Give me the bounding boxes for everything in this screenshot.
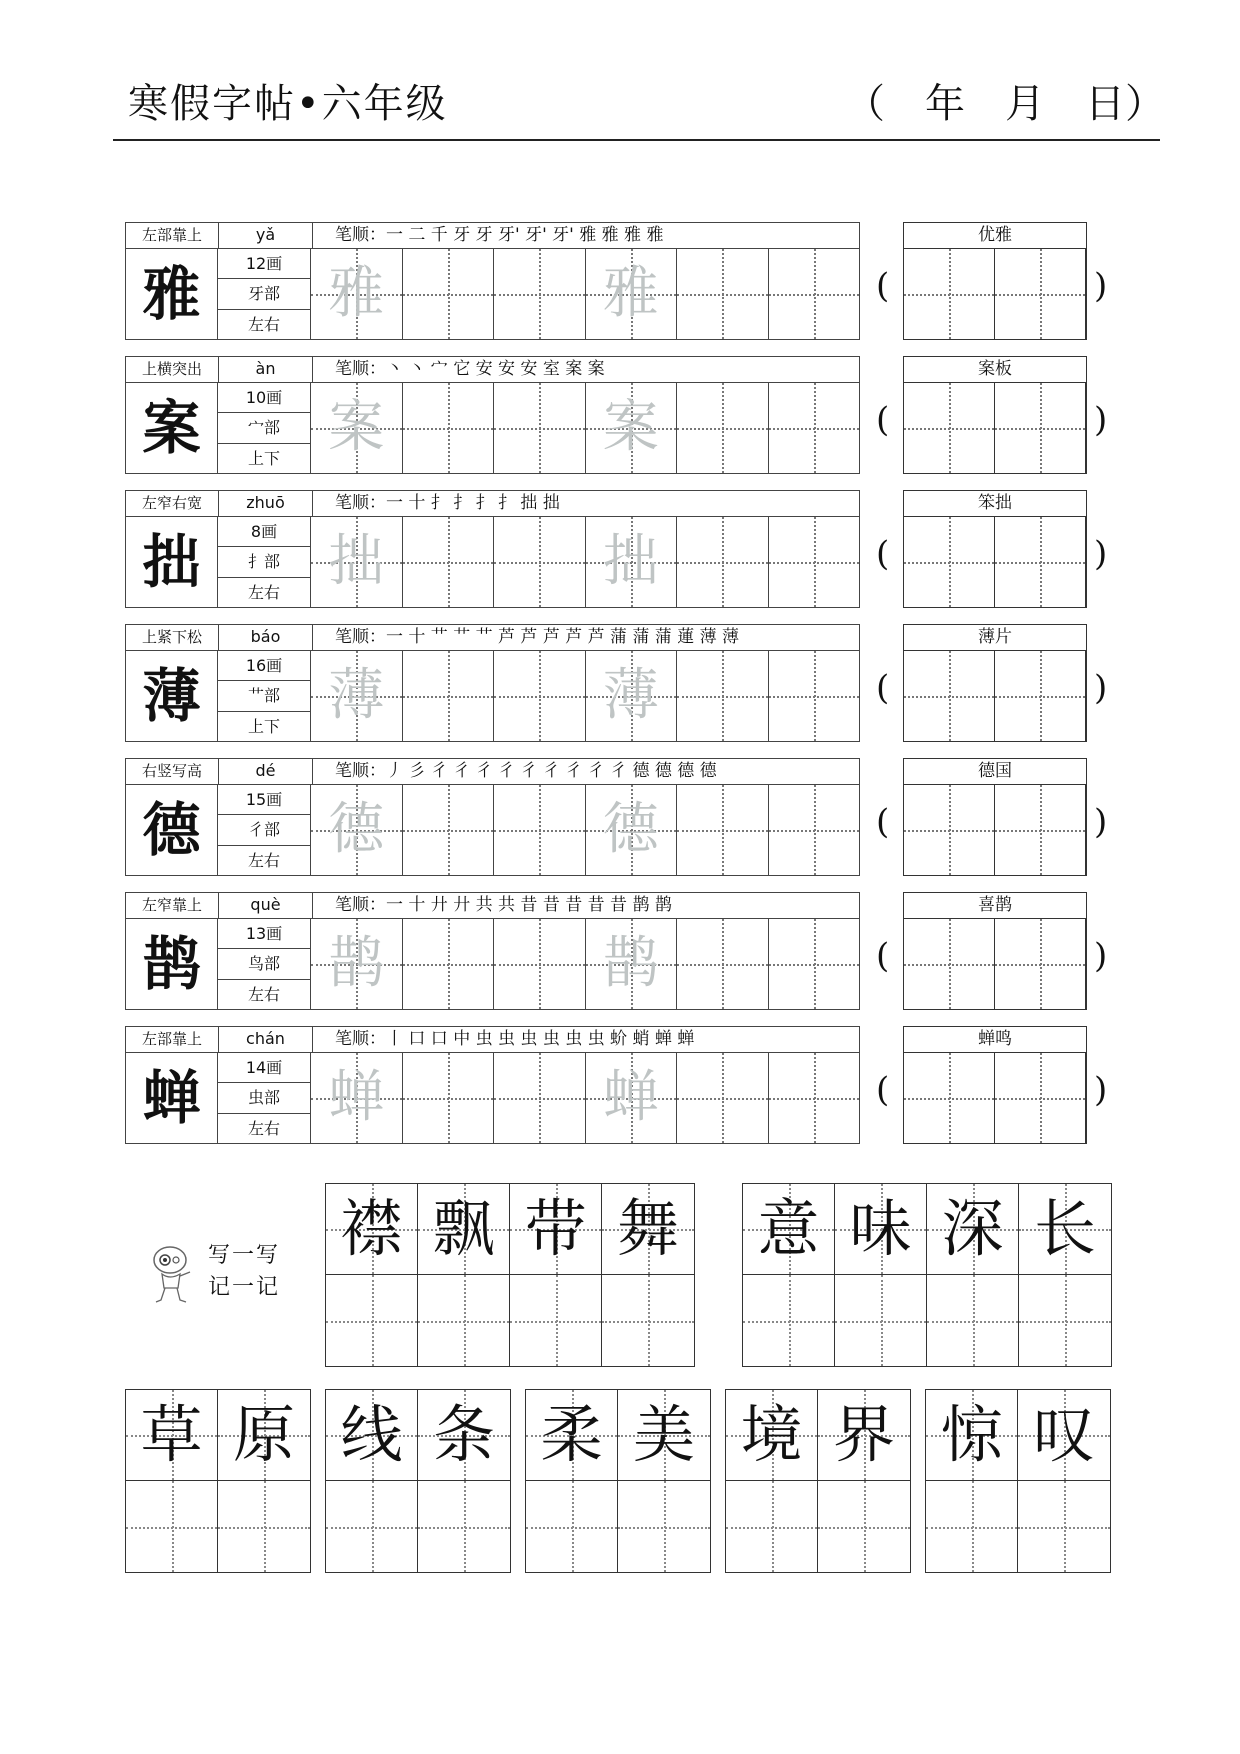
open-paren: ( xyxy=(876,936,890,976)
practice-cell[interactable] xyxy=(677,383,769,473)
trace-char: 蝉 xyxy=(328,1065,385,1130)
word-box xyxy=(903,892,1087,1010)
review-practice-cell[interactable] xyxy=(1018,1481,1110,1572)
practice-cell[interactable] xyxy=(311,249,403,339)
structure: 左右 xyxy=(247,1118,280,1138)
review-label-line2: 记一记 xyxy=(208,1275,281,1300)
word-practice-cell[interactable] xyxy=(904,517,995,607)
stroke-order xyxy=(313,759,859,784)
practice-cell[interactable] xyxy=(311,383,403,473)
pinyin: dé xyxy=(219,759,313,784)
practice-cells xyxy=(311,249,859,339)
model-word-cell xyxy=(926,1390,1018,1481)
trace-char: 德 xyxy=(328,797,385,862)
review-practice-cell[interactable] xyxy=(326,1481,418,1572)
practice-cell[interactable] xyxy=(677,249,769,339)
pinyin: zhuō xyxy=(219,491,313,516)
practice-cell[interactable] xyxy=(586,517,678,607)
model-word-cell xyxy=(927,1184,1019,1275)
model-word-char: 叹 xyxy=(1032,1398,1095,1471)
stroke-order-label: 笔顺： xyxy=(335,225,386,245)
review-practice-cell[interactable] xyxy=(926,1481,1018,1572)
stroke-order-label: 笔顺： xyxy=(335,359,386,379)
trace-char: 案 xyxy=(602,395,659,460)
writing-tip: 左窄靠上 xyxy=(126,893,219,918)
radical: 艹部 xyxy=(218,681,310,711)
practice-cell[interactable] xyxy=(769,383,860,473)
close-paren: ) xyxy=(1094,266,1108,306)
pinyin: báo xyxy=(219,625,313,650)
model-word-char: 美 xyxy=(632,1398,695,1471)
char-meta xyxy=(218,651,311,741)
page-title: 寒假字帖•六年级 xyxy=(128,81,448,127)
model-word-cell xyxy=(818,1390,910,1481)
review-practice-cell[interactable] xyxy=(526,1481,618,1572)
open-paren: ( xyxy=(876,668,890,708)
word-practice-cell[interactable] xyxy=(995,517,1086,607)
char-row-header xyxy=(126,491,859,517)
stroke-count: 8画 xyxy=(218,517,310,547)
practice-cell[interactable] xyxy=(403,383,495,473)
word-practice-cell[interactable] xyxy=(904,785,995,875)
review-practice-cell[interactable] xyxy=(510,1275,602,1366)
word-practice-cell[interactable] xyxy=(904,249,995,339)
pinyin: yǎ xyxy=(219,223,313,248)
char-row xyxy=(125,1026,860,1144)
radical: 鸟部 xyxy=(218,949,310,979)
model-word-cell xyxy=(418,1390,510,1481)
practice-cell[interactable] xyxy=(769,249,860,339)
pinyin: chán xyxy=(219,1027,313,1052)
char-row xyxy=(125,624,860,742)
practice-cells xyxy=(311,1053,859,1143)
stroke-order-label: 笔顺： xyxy=(335,761,386,781)
open-paren: ( xyxy=(876,266,890,306)
stroke-count: 16画 xyxy=(218,651,310,681)
practice-cell[interactable] xyxy=(769,919,860,1009)
stroke-order xyxy=(313,625,859,650)
char-meta xyxy=(218,517,311,607)
practice-cell[interactable] xyxy=(403,785,495,875)
stroke-count: 14画 xyxy=(218,1053,310,1083)
word-label: 喜鹊 xyxy=(904,893,1086,919)
stroke-order-label: 笔顺： xyxy=(335,1029,386,1049)
model-word-char: 草 xyxy=(140,1398,203,1471)
practice-cell[interactable] xyxy=(311,785,403,875)
practice-cell[interactable] xyxy=(311,517,403,607)
model-word-char: 深 xyxy=(941,1192,1004,1265)
stroke-order-label: 笔顺： xyxy=(335,493,386,513)
word-box xyxy=(903,624,1087,742)
close-paren: ) xyxy=(1094,400,1108,440)
radical: 虫部 xyxy=(218,1083,310,1113)
char-row-header xyxy=(126,759,859,785)
practice-cell[interactable] xyxy=(494,919,586,1009)
model-word-char: 境 xyxy=(740,1398,803,1471)
review-word-grid xyxy=(325,1389,511,1573)
word-label: 德国 xyxy=(904,759,1086,785)
review-practice-cell[interactable] xyxy=(927,1275,1019,1366)
practice-cell[interactable] xyxy=(677,651,769,741)
review-practice-cell[interactable] xyxy=(418,1481,510,1572)
model-word-cell xyxy=(835,1184,927,1275)
word-label: 蝉鸣 xyxy=(904,1027,1086,1053)
practice-cells xyxy=(311,785,859,875)
word-box xyxy=(903,222,1087,340)
structure: 上下 xyxy=(247,448,280,468)
open-paren: ( xyxy=(876,534,890,574)
word-practice-cell[interactable] xyxy=(904,1053,995,1143)
close-paren: ) xyxy=(1094,668,1108,708)
trace-char: 雅 xyxy=(328,261,385,326)
practice-cell[interactable] xyxy=(769,651,860,741)
word-label: 笨拙 xyxy=(904,491,1086,517)
stroke-order xyxy=(313,893,859,918)
model-word-char: 界 xyxy=(832,1398,895,1471)
trace-char: 案 xyxy=(328,395,385,460)
stroke-order-sequence: 丨 口 口 中 虫 虫 虫 虫 虫 虫 蚧 蛸 蝉 蝉 xyxy=(386,1029,695,1049)
practice-cell[interactable] xyxy=(494,383,586,473)
model-word-cell xyxy=(326,1390,418,1481)
model-word-cell xyxy=(510,1184,602,1275)
practice-cell[interactable] xyxy=(403,1053,495,1143)
stroke-order-sequence: 一 二 千 牙 牙 牙' 牙' 牙' 雅 雅 雅 雅 xyxy=(386,225,664,245)
practice-cell[interactable] xyxy=(769,517,860,607)
practice-cell[interactable] xyxy=(677,517,769,607)
review-word-grid xyxy=(725,1389,911,1573)
review-practice-cell[interactable] xyxy=(218,1481,310,1572)
stroke-order-sequence: 一 十 艹 艹 艹 芦 芦 芦 芦 芦 蒲 蒲 蒲 蓮 薄 薄 xyxy=(386,627,740,647)
model-word-char: 意 xyxy=(757,1192,820,1265)
trace-char: 拙 xyxy=(328,529,385,594)
char-row-header xyxy=(126,893,859,919)
writing-tip: 左窄右宽 xyxy=(126,491,219,516)
stroke-order xyxy=(313,1027,859,1052)
date-day-label: 日） xyxy=(1085,81,1165,127)
stroke-order-sequence: 一 十 扌 扌 扌 扌 拙 拙 xyxy=(386,493,560,513)
review-practice-cell[interactable] xyxy=(835,1275,927,1366)
date-field xyxy=(845,72,1165,129)
practice-cell[interactable] xyxy=(769,785,860,875)
structure: 左右 xyxy=(247,582,280,602)
review-word-grid xyxy=(125,1389,311,1573)
trace-char: 薄 xyxy=(602,663,659,728)
word-practice-cell[interactable] xyxy=(904,651,995,741)
header-divider xyxy=(113,139,1160,141)
review-word-grid xyxy=(325,1183,695,1367)
trace-char: 薄 xyxy=(328,663,385,728)
model-char: 鹊 xyxy=(126,919,218,1009)
practice-cell[interactable] xyxy=(403,249,495,339)
word-practice-cell[interactable] xyxy=(995,249,1086,339)
review-practice-cell[interactable] xyxy=(1019,1275,1111,1366)
practice-cell[interactable] xyxy=(494,517,586,607)
practice-cell[interactable] xyxy=(586,1053,678,1143)
practice-cell[interactable] xyxy=(403,651,495,741)
stroke-count: 10画 xyxy=(218,383,310,413)
structure: 左右 xyxy=(247,984,280,1004)
practice-cell[interactable] xyxy=(586,651,678,741)
model-word-char: 舞 xyxy=(616,1192,679,1265)
trace-char: 德 xyxy=(602,797,659,862)
model-word-char: 飘 xyxy=(432,1192,495,1265)
review-practice-cell[interactable] xyxy=(602,1275,694,1366)
char-row xyxy=(125,222,860,340)
close-paren: ) xyxy=(1094,1070,1108,1110)
practice-cell[interactable] xyxy=(494,1053,586,1143)
char-row xyxy=(125,758,860,876)
stroke-order-sequence: 丶 丶 宀 它 安 安 安 室 案 案 xyxy=(386,359,605,379)
practice-cell[interactable] xyxy=(769,1053,860,1143)
radical: 扌部 xyxy=(218,547,310,577)
model-word-cell xyxy=(602,1184,694,1275)
stroke-count: 13画 xyxy=(218,919,310,949)
word-box xyxy=(903,758,1087,876)
model-word-cell xyxy=(526,1390,618,1481)
review-label-line1: 写一写 xyxy=(208,1243,281,1268)
word-practice-cell[interactable] xyxy=(995,919,1086,1009)
practice-cell[interactable] xyxy=(677,1053,769,1143)
model-word-cell xyxy=(126,1390,218,1481)
structure: 上下 xyxy=(247,716,280,736)
word-practice-cell[interactable] xyxy=(995,383,1086,473)
review-practice-cell[interactable] xyxy=(418,1275,510,1366)
trace-char: 鹊 xyxy=(602,931,659,996)
model-word-char: 条 xyxy=(432,1398,495,1471)
date-year-label: 年 xyxy=(925,81,965,127)
structure: 左右 xyxy=(247,314,280,334)
model-char: 蝉 xyxy=(126,1053,218,1143)
practice-cell[interactable] xyxy=(677,919,769,1009)
practice-cells xyxy=(311,517,859,607)
model-word-char: 惊 xyxy=(940,1398,1003,1471)
word-practice-cell[interactable] xyxy=(995,1053,1086,1143)
practice-cell[interactable] xyxy=(586,249,678,339)
word-practice-cell[interactable] xyxy=(904,383,995,473)
word-box xyxy=(903,356,1087,474)
model-char: 德 xyxy=(126,785,218,875)
model-word-cell xyxy=(418,1184,510,1275)
structure: 左右 xyxy=(247,850,280,870)
pinyin: àn xyxy=(219,357,313,382)
practice-cell[interactable] xyxy=(403,919,495,1009)
model-word-cell xyxy=(743,1184,835,1275)
review-practice-cell[interactable] xyxy=(126,1481,218,1572)
model-word-char: 原 xyxy=(232,1398,295,1471)
model-word-char: 长 xyxy=(1033,1192,1096,1265)
stroke-count: 15画 xyxy=(218,785,310,815)
practice-cells xyxy=(311,651,859,741)
open-paren: ( xyxy=(876,400,890,440)
model-word-char: 柔 xyxy=(540,1398,603,1471)
word-label: 案板 xyxy=(904,357,1086,383)
radical: 宀部 xyxy=(218,413,310,443)
trace-char: 鹊 xyxy=(328,931,385,996)
char-row xyxy=(125,892,860,1010)
word-box xyxy=(903,1026,1087,1144)
practice-cell[interactable] xyxy=(586,383,678,473)
stroke-order xyxy=(313,357,859,382)
char-row xyxy=(125,356,860,474)
practice-cell[interactable] xyxy=(586,919,678,1009)
review-word-grid xyxy=(525,1389,711,1573)
word-practice-cell[interactable] xyxy=(995,785,1086,875)
review-practice-cell[interactable] xyxy=(743,1275,835,1366)
model-word-cell xyxy=(218,1390,310,1481)
review-word-grid xyxy=(925,1389,1111,1573)
stroke-order-sequence: 一 十 廾 廾 共 共 昔 昔 昔 昔 昔 鹊 鹊 xyxy=(386,895,672,915)
writing-tip: 左部靠上 xyxy=(126,223,219,248)
model-char: 拙 xyxy=(126,517,218,607)
review-practice-cell[interactable] xyxy=(618,1481,710,1572)
stroke-order-label: 笔顺： xyxy=(335,895,386,915)
model-word-char: 带 xyxy=(524,1192,587,1265)
stroke-order xyxy=(313,491,859,516)
close-paren: ) xyxy=(1094,936,1108,976)
open-paren: ( xyxy=(876,1070,890,1110)
review-word-grid xyxy=(742,1183,1112,1367)
stroke-order xyxy=(313,223,859,248)
review-label xyxy=(208,1240,280,1304)
mascot-icon xyxy=(148,1244,196,1306)
practice-cell[interactable] xyxy=(311,651,403,741)
char-meta xyxy=(218,1053,311,1143)
practice-cell[interactable] xyxy=(494,785,586,875)
practice-cell[interactable] xyxy=(311,919,403,1009)
model-char: 雅 xyxy=(126,249,218,339)
date-month-label: 月 xyxy=(1005,81,1045,127)
word-box xyxy=(903,490,1087,608)
char-row-header xyxy=(126,223,859,249)
practice-cell[interactable] xyxy=(677,785,769,875)
char-row-header xyxy=(126,357,859,383)
model-word-char: 线 xyxy=(340,1398,403,1471)
practice-cell[interactable] xyxy=(494,249,586,339)
char-row-header xyxy=(126,625,859,651)
practice-cell[interactable] xyxy=(311,1053,403,1143)
char-row xyxy=(125,490,860,608)
char-meta xyxy=(218,919,311,1009)
radical: 牙部 xyxy=(218,279,310,309)
word-practice-cell[interactable] xyxy=(904,919,995,1009)
model-char: 薄 xyxy=(126,651,218,741)
review-practice-cell[interactable] xyxy=(726,1481,818,1572)
pinyin: què xyxy=(219,893,313,918)
model-word-char: 襟 xyxy=(340,1192,403,1265)
trace-char: 蝉 xyxy=(602,1065,659,1130)
practice-cell[interactable] xyxy=(494,651,586,741)
char-meta xyxy=(218,785,311,875)
open-paren: ( xyxy=(876,802,890,842)
close-paren: ) xyxy=(1094,802,1108,842)
stroke-order-sequence: 丿 彡 彳 彳 彳 彳 彳 彳 彳 彳 彳 德 德 德 德 xyxy=(386,761,717,781)
date-open-paren: （ xyxy=(845,81,885,127)
char-meta xyxy=(218,249,311,339)
model-word-cell xyxy=(1019,1184,1111,1275)
practice-cells xyxy=(311,383,859,473)
trace-char: 拙 xyxy=(602,529,659,594)
model-word-cell xyxy=(326,1184,418,1275)
stroke-count: 12画 xyxy=(218,249,310,279)
practice-cell[interactable] xyxy=(403,517,495,607)
trace-char: 雅 xyxy=(602,261,659,326)
model-char: 案 xyxy=(126,383,218,473)
review-practice-cell[interactable] xyxy=(818,1481,910,1572)
writing-tip: 右竖写高 xyxy=(126,759,219,784)
model-word-cell xyxy=(1018,1390,1110,1481)
practice-cells xyxy=(311,919,859,1009)
writing-tip: 上横突出 xyxy=(126,357,219,382)
writing-tip: 左部靠上 xyxy=(126,1027,219,1052)
writing-tip: 上紧下松 xyxy=(126,625,219,650)
model-word-char: 味 xyxy=(849,1192,912,1265)
word-label: 薄片 xyxy=(904,625,1086,651)
word-practice-cell[interactable] xyxy=(995,651,1086,741)
stroke-order-label: 笔顺： xyxy=(335,627,386,647)
close-paren: ) xyxy=(1094,534,1108,574)
model-word-cell xyxy=(726,1390,818,1481)
review-practice-cell[interactable] xyxy=(326,1275,418,1366)
radical: 彳部 xyxy=(218,815,310,845)
model-word-cell xyxy=(618,1390,710,1481)
char-meta xyxy=(218,383,311,473)
practice-cell[interactable] xyxy=(586,785,678,875)
word-label: 优雅 xyxy=(904,223,1086,249)
char-row-header xyxy=(126,1027,859,1053)
